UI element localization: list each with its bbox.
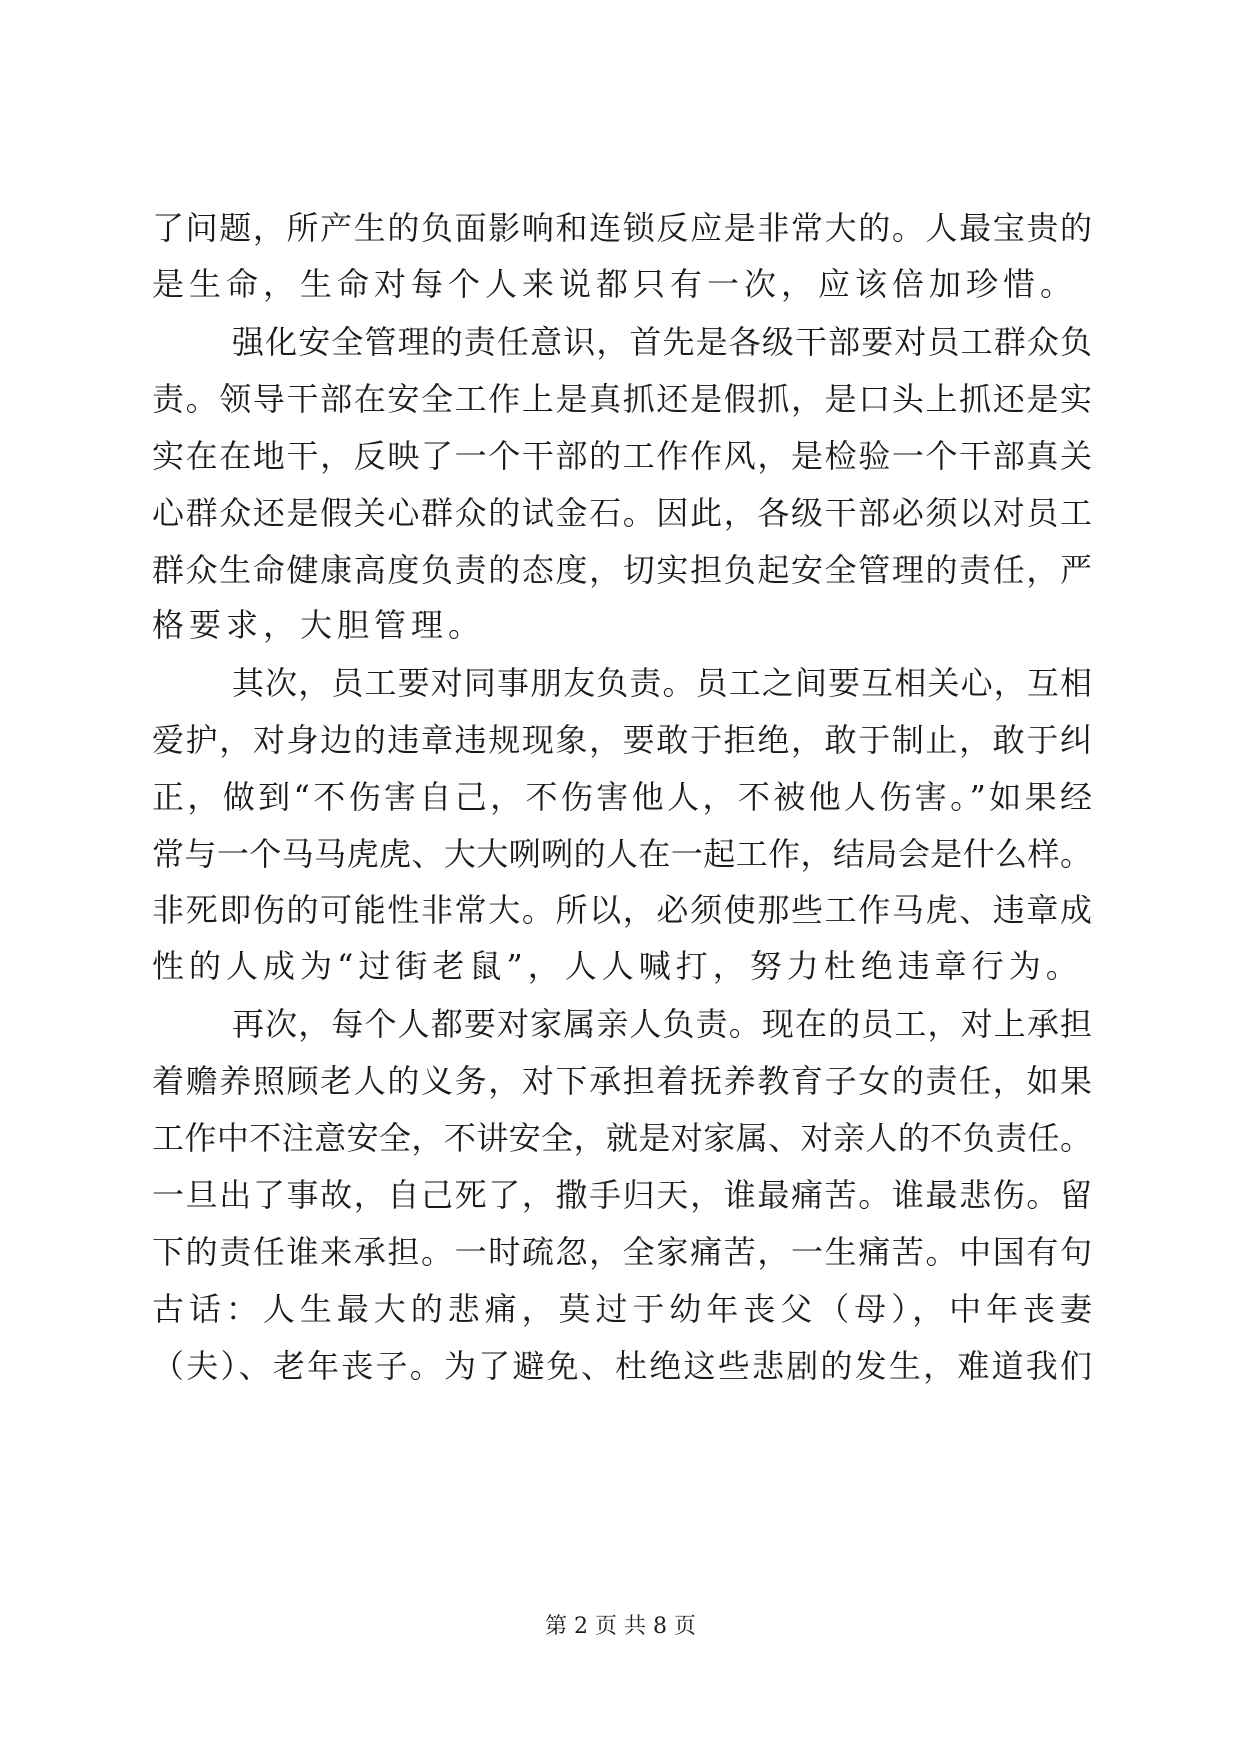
paragraph-4-line-2: 着赡养照顾老人的义务，对下承担着抚养教育子女的责任，如果 — [152, 1062, 1092, 1100]
paragraph-3-line-4: 常与一个马马虎虎、大大咧咧的人在一起工作，结局会是什么样。 — [152, 835, 1092, 873]
paragraph-4-line-3: 工作中不注意安全，不讲安全，就是对家属、对亲人的不负责任。 — [152, 1119, 1092, 1157]
paragraph-2-line-1: 强化安全管理的责任意识，首先是各级干部要对员工群众负 — [232, 323, 1092, 361]
paragraph-2-line-6: 格要求，大胆管理。 — [152, 606, 486, 644]
paragraph-1-line-2: 是生命，生命对每个人来说都只有一次，应该倍加珍惜。 — [152, 265, 1078, 303]
page-number-footer: 第 2 页 共 8 页 — [545, 1614, 696, 1639]
paragraph-4-line-4: 一旦出了事故，自己死了，撒手归天，谁最痛苦。谁最悲伤。留 — [152, 1176, 1092, 1214]
paragraph-3-line-5: 非死即伤的可能性非常大。所以，必须使那些工作马虎、违章成 — [152, 891, 1092, 929]
paragraph-3-line-2: 爱护，对身边的违章违规现象，要敢于拒绝，敢于制止，敢于纠 — [152, 721, 1092, 759]
paragraph-2-line-3: 实在在地干，反映了一个干部的工作作风，是检验一个干部真关 — [152, 437, 1092, 475]
paragraph-1-line-1: 了问题，所产生的负面影响和连锁反应是非常大的。人最宝贵的 — [152, 209, 1092, 247]
paragraph-3-line-3: 正，做到“不伤害自己，不伤害他人，不被他人伤害。”如果经 — [152, 778, 1092, 816]
paragraph-2-line-5: 群众生命健康高度负责的态度，切实担负起安全管理的责任，严 — [152, 551, 1092, 589]
paragraph-3-line-6: 性的人成为“过街老鼠”，人人喊打，努力杜绝违章行为。 — [152, 947, 1083, 985]
paragraph-2-line-2: 责。领导干部在安全工作上是真抓还是假抓，是口头上抓还是实 — [152, 380, 1092, 418]
paragraph-2-line-4: 心群众还是假关心群众的试金石。因此，各级干部必须以对员工 — [152, 494, 1092, 532]
paragraph-4-line-7: （夫）、老年丧子。为了避免、杜绝这些悲剧的发生，难道我们 — [152, 1347, 1092, 1385]
paragraph-4-line-5: 下的责任谁来承担。一时疏忽，全家痛苦，一生痛苦。中国有句 — [152, 1233, 1092, 1271]
paragraph-4-line-1: 再次，每个人都要对家属亲人负责。现在的员工，对上承担 — [232, 1005, 1092, 1043]
paragraph-4-line-6: 古话：人生最大的悲痛，莫过于幼年丧父（母），中年丧妻 — [152, 1290, 1092, 1328]
paragraph-3-line-1: 其次，员工要对同事朋友负责。员工之间要互相关心，互相 — [232, 664, 1092, 702]
